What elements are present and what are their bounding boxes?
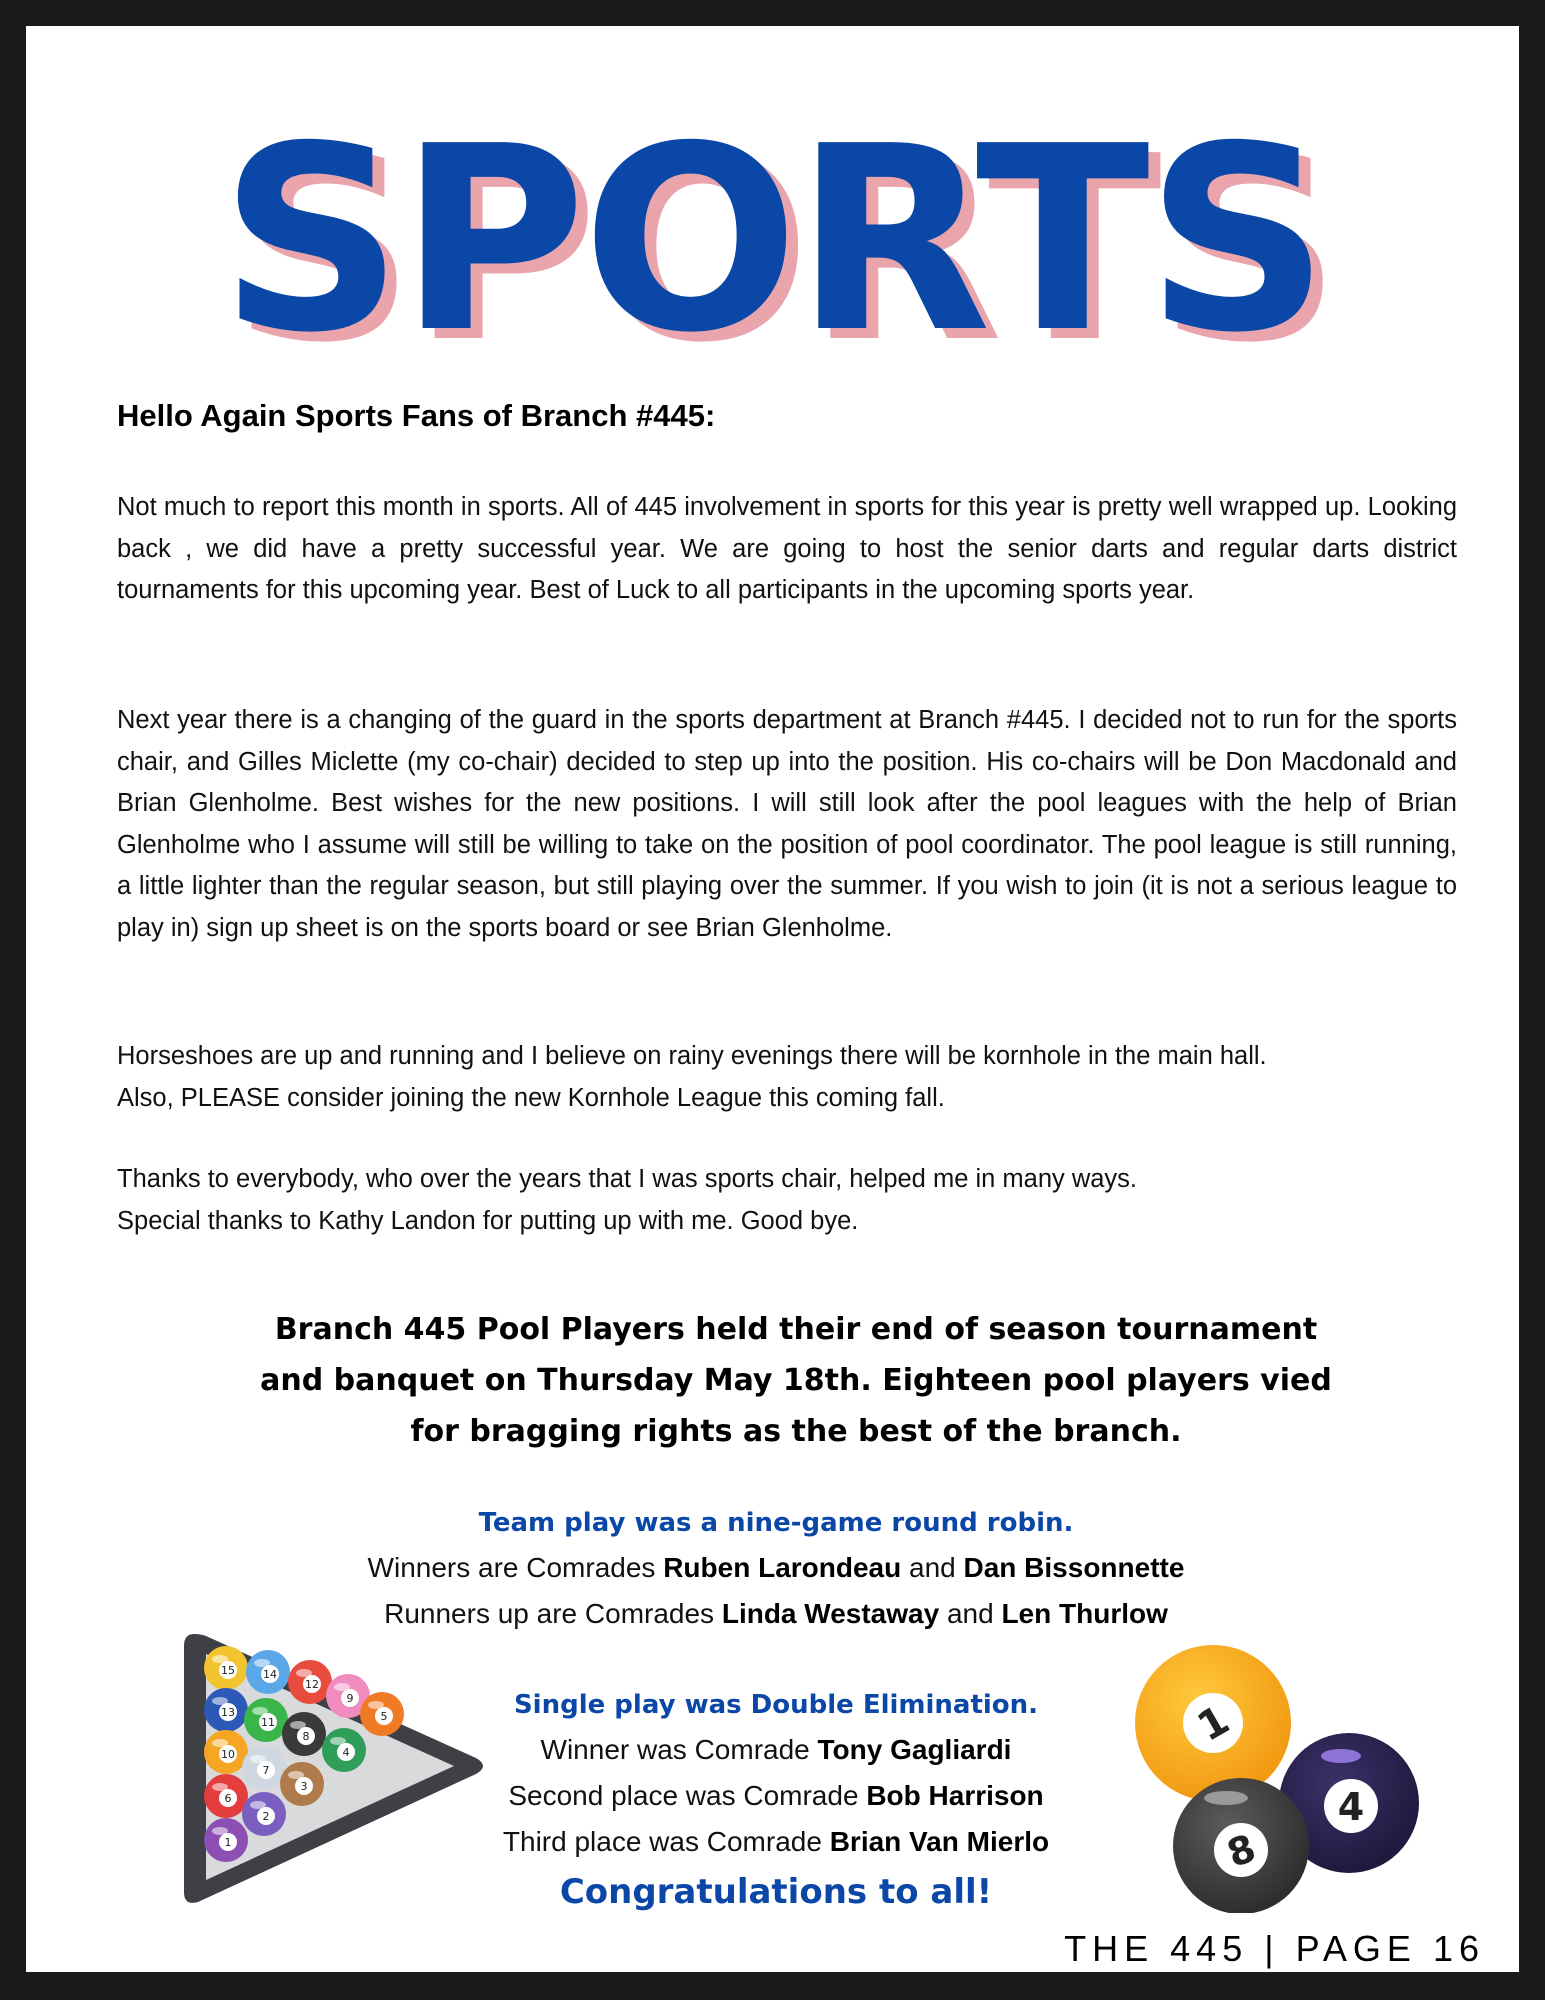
- rack-ball-number: 12: [305, 1678, 319, 1691]
- newsletter-page: [26, 26, 1519, 1972]
- single-third-prefix: Third place was Comrade: [502, 1826, 830, 1857]
- paragraph-thanks: [117, 1159, 1457, 1242]
- pool-balls-icon: [1131, 1638, 1431, 1913]
- rack-ball: [322, 1728, 366, 1772]
- horseshoes-line-2: Also, PLEASE consider joining the new Kornhole League this coming fall.: [117, 1083, 945, 1112]
- rack-ball-number: 8: [302, 1730, 310, 1743]
- single-heading-text: Single play was Double Elimination.: [513, 1690, 1039, 1720]
- team-heading-text: Team play was a nine-game round robin.: [478, 1508, 1074, 1538]
- runner-name-2: Len Thurlow: [1001, 1598, 1168, 1629]
- rack-ball-number: 7: [262, 1764, 270, 1777]
- ball-one: [1135, 1645, 1291, 1801]
- horseshoes-line-1: Horseshoes are up and running and I believe on rainy evenings there will be kornhole in the main hall.: [117, 1042, 1267, 1070]
- page-footer: THE 445 | PAGE 16: [1064, 1928, 1485, 1969]
- single-winner-prefix: Winner was Comrade: [540, 1734, 818, 1765]
- winner-name-2: Dan Bissonnette: [963, 1552, 1185, 1583]
- rack-ball: [280, 1762, 324, 1806]
- intro-line-3: for bragging rights as the best of the branch.: [410, 1414, 1182, 1449]
- runners-prefix: Runners up are Comrades: [384, 1598, 722, 1629]
- winner-name-1: Ruben Larondeau: [663, 1552, 902, 1583]
- runners-and: and: [939, 1598, 1002, 1629]
- rack-ball: [204, 1818, 248, 1862]
- tournament-intro: [176, 1304, 1416, 1457]
- rack-ball-number: 9: [346, 1692, 354, 1705]
- rack-ball: [288, 1660, 332, 1704]
- winners-and: and: [901, 1552, 964, 1583]
- rack-ball-number: 11: [261, 1716, 275, 1729]
- single-second-prefix: Second place was Comrade: [508, 1780, 867, 1811]
- team-winners-line: [326, 1552, 1226, 1584]
- single-third-name: Brian Van Mierlo: [829, 1826, 1050, 1857]
- ball-eight: [1173, 1778, 1309, 1913]
- paragraph-horseshoes: [117, 1036, 1457, 1119]
- rack-ball: [244, 1698, 288, 1742]
- rack-ball-number: 15: [221, 1664, 235, 1677]
- single-winner-name: Tony Gagliardi: [817, 1734, 1012, 1765]
- intro-line-2: and banquet on Thursday May 18th. Eighteen pool players vied: [260, 1363, 1332, 1398]
- ball-four-number: 4: [1337, 1785, 1365, 1829]
- rack-ball-number: 13: [221, 1706, 235, 1719]
- ball-eight-number: 8: [1221, 1825, 1262, 1877]
- rack-ball-number: 10: [221, 1748, 235, 1761]
- rack-ball: [242, 1746, 286, 1790]
- greeting-heading: Hello Again Sports Fans of Branch #445:: [117, 398, 716, 433]
- rack-ball: [242, 1792, 286, 1836]
- winners-prefix: Winners are Comrades: [367, 1552, 664, 1583]
- ball-one-number: 1: [1189, 1696, 1238, 1751]
- rack-ball: [204, 1774, 248, 1818]
- rack-ball: [360, 1692, 404, 1736]
- rack-ball-number: 14: [263, 1668, 277, 1681]
- congrats-text: Congratulations to all!: [559, 1872, 993, 1912]
- rack-ball-number: 2: [262, 1810, 270, 1823]
- rack-ball: [204, 1646, 248, 1690]
- rack-ball: [204, 1688, 248, 1732]
- team-play-heading: [326, 1506, 1226, 1538]
- page-title: SPORTS: [219, 92, 1326, 389]
- rack-ball: [204, 1730, 248, 1774]
- rack-ball-number: 4: [342, 1746, 350, 1759]
- rack-ball-number: 3: [300, 1780, 308, 1793]
- pool-rack-icon: [176, 1624, 496, 1914]
- rack-ball: [246, 1650, 290, 1694]
- title-block: [26, 92, 1519, 389]
- runner-name-1: Linda Westaway: [721, 1598, 940, 1629]
- single-second-name: Bob Harrison: [866, 1780, 1044, 1811]
- rack-ball: [282, 1712, 326, 1756]
- paragraph-season-wrap-up: Not much to report this month in sports. All of 445 involvement in sports for this year is pretty well wrapped up. Looking back , we did have a pretty successful year. We are going to host the senior darts and regular darts district tournaments for this upcoming year. Best of Luck to all participants in the upcoming sports year.: [117, 493, 1457, 604]
- rack-ball-number: 1: [224, 1836, 232, 1849]
- rack-ball-number: 5: [380, 1710, 388, 1723]
- paragraph-changing-guard: Next year there is a changing of the guard in the sports department at Branch #445. I decided not to run for the sports chair, and Gilles Miclette (my co-chair) decided to step up into the position. His co-chairs will be Don Macdonald and Brian Glenholme. Best wishes for the new positions. I will still look after the pool leagues with the help of Brian Glenholme who I assume will still be willing to take on the position of pool coordinator. The pool league is still running, a little lighter than the regular season, but still playing over the summer. If you wish to join (it is not a serious league to play in) sign up sheet is on the sports board or see Brian Glenholme.: [117, 706, 1457, 942]
- rack-ball-number: 6: [224, 1792, 232, 1805]
- thanks-line-1: Thanks to everybody, who over the years that I was sports chair, helped me in many ways.: [117, 1165, 1138, 1193]
- intro-line-1: Branch 445 Pool Players held their end of season tournament: [274, 1312, 1318, 1347]
- thanks-line-2: Special thanks to Kathy Landon for putting up with me. Good bye.: [117, 1206, 859, 1235]
